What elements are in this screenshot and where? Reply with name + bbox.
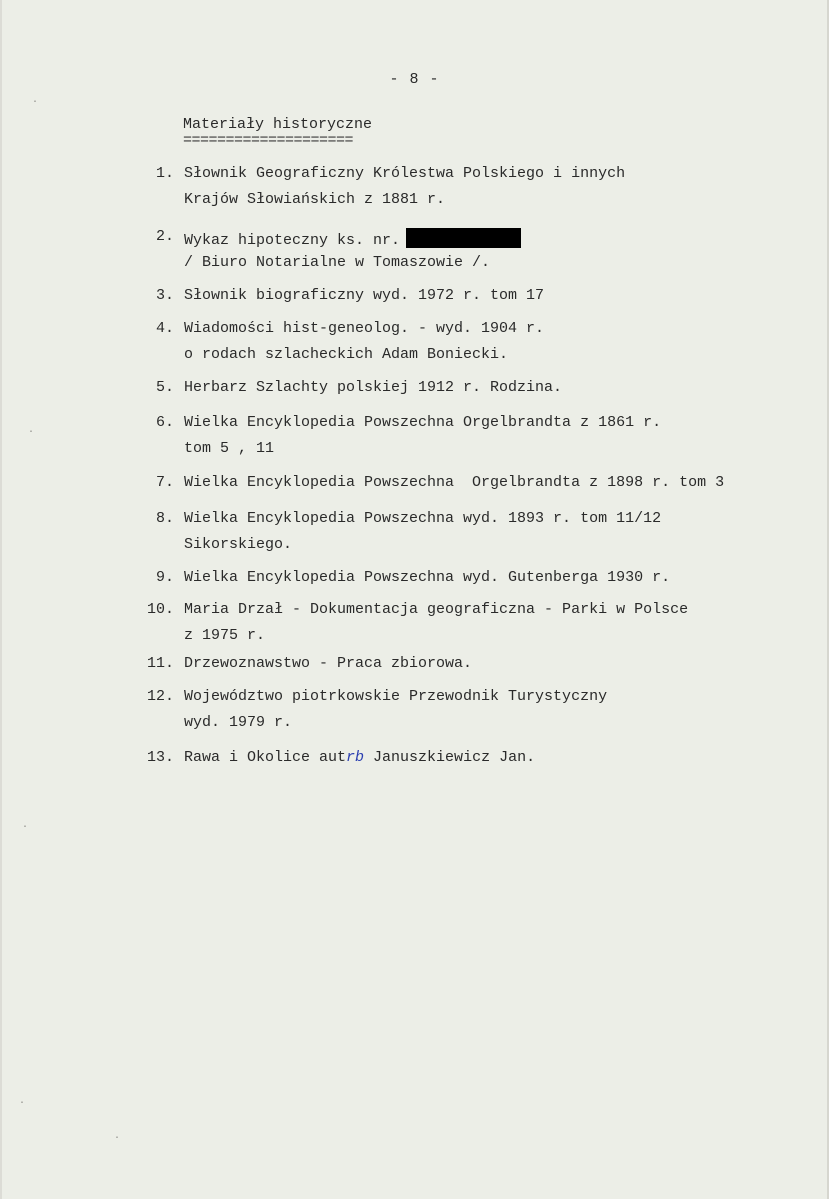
heading-underline: ==================== bbox=[183, 132, 354, 149]
item-text: Drzewoznawstwo - Praca zbiorowa. bbox=[184, 655, 473, 672]
item-number: 13. bbox=[146, 749, 174, 766]
scan-speck: · bbox=[22, 822, 29, 833]
item-number: 1. bbox=[155, 165, 174, 182]
item-text: Wykaz hipoteczny ks. nr. bbox=[184, 232, 401, 249]
item-number: 11. bbox=[146, 655, 174, 672]
item-number: 12. bbox=[146, 688, 174, 705]
item-text: tom 5 , 11 bbox=[184, 440, 275, 457]
item-text: wyd. 1979 r. bbox=[184, 714, 293, 731]
item-number: 4. bbox=[155, 320, 174, 337]
scan-speck: · bbox=[19, 1098, 26, 1109]
scan-speck: · bbox=[32, 97, 39, 108]
item-text: Słownik biograficzny wyd. 1972 r. tom 17 bbox=[184, 287, 545, 304]
item-text: Krajów Słowiańskich z 1881 r. bbox=[184, 191, 446, 208]
item-text: z 1975 r. bbox=[184, 627, 266, 644]
item-number: 10. bbox=[146, 601, 174, 618]
item-text: Wielka Encyklopedia Powszechna wyd. 1893 r. tom 11/12 bbox=[184, 510, 662, 527]
item-text: Sikorskiego. bbox=[184, 536, 293, 553]
item-text: Wielka Encyklopedia Powszechna Orgelbrandta z 1861 r. bbox=[184, 414, 662, 431]
item-number: 6. bbox=[155, 414, 174, 431]
item-text: o rodach szlacheckich Adam Boniecki. bbox=[184, 346, 509, 363]
item-text: Januszkiewicz Jan. bbox=[364, 749, 536, 766]
item-number: 9. bbox=[155, 569, 174, 586]
item-number: 5. bbox=[155, 379, 174, 396]
scan-speck: · bbox=[114, 1133, 121, 1144]
scan-speck: · bbox=[28, 427, 35, 438]
item-number: 8. bbox=[155, 510, 174, 527]
item-text: Wielka Encyklopedia Powszechna Orgelbrandta z 1898 r. tom 3 bbox=[184, 474, 725, 491]
page-number: - 8 - bbox=[389, 71, 440, 88]
item-text: Słownik Geograficzny Królestwa Polskiego i innych bbox=[184, 165, 626, 182]
handwritten-correction: rb bbox=[346, 749, 365, 766]
item-number: 2. bbox=[155, 228, 174, 245]
item-text: Wiadomości hist-geneolog. - wyd. 1904 r. bbox=[184, 320, 545, 337]
section-heading: Materiały historyczne bbox=[183, 116, 373, 133]
item-text: Maria Drzał - Dokumentacja geograficzna - Parki w Polsce bbox=[184, 601, 689, 618]
item-number: 7. bbox=[155, 474, 174, 491]
item-text: Wielka Encyklopedia Powszechna wyd. Gutenberga 1930 r. bbox=[184, 569, 671, 586]
redaction-block bbox=[406, 228, 521, 248]
item-text: / Biuro Notarialne w Tomaszowie /. bbox=[184, 254, 491, 271]
item-text: Rawa i Okolice aut bbox=[184, 749, 347, 766]
item-number: 3. bbox=[155, 287, 174, 304]
item-text: Województwo piotrkowskie Przewodnik Turystyczny bbox=[184, 688, 608, 705]
item-text: Herbarz Szlachty polskiej 1912 r. Rodzina. bbox=[184, 379, 563, 396]
